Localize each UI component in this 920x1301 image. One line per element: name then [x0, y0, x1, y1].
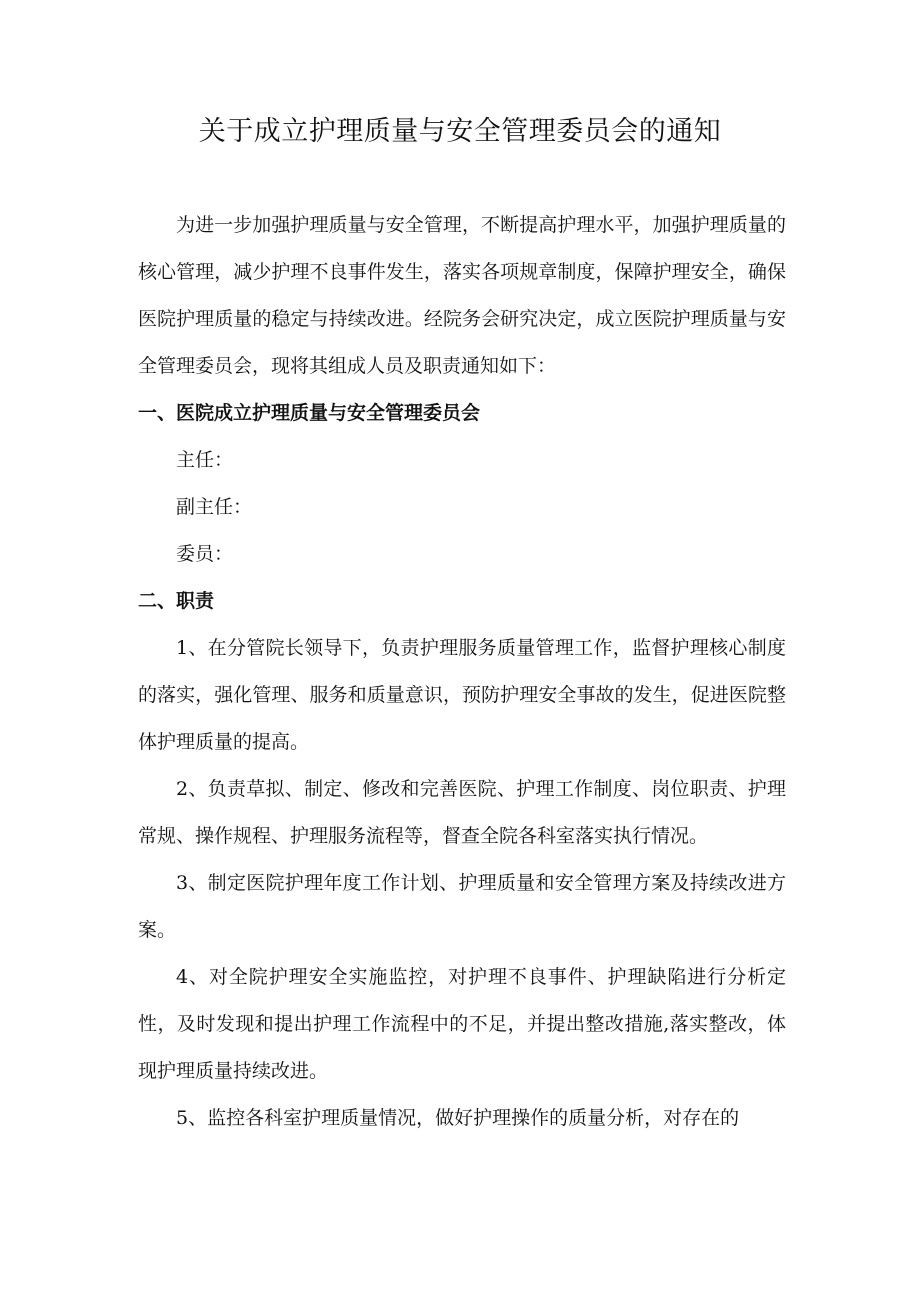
duty-item-4: 4、对全院护理安全实施监控，对护理不良事件、护理缺陷进行分析定性，及时发现和提出护理工作流程中的不足，并提出整改措施,落实整改，体现护理质量持续改进。	[138, 966, 786, 1082]
duty-item-1: 1、在分管院长领导下，负责护理服务质量管理工作，监督护理核心制度的落实，强化管理、服务和质量意识，预防护理安全事故的发生，促进医院整体护理质量的提高。	[138, 637, 786, 753]
document-body	[138, 202, 786, 1142]
section-heading-duties: 二、职责	[138, 590, 215, 612]
duty-item-2: 2、负责草拟、制定、修改和完善医院、护理工作制度、岗位职责、护理常规、操作规程、护理服务流程等，督查全院各科室落实执行情况。	[138, 778, 786, 847]
role-members: 委员：	[176, 543, 234, 565]
intro-paragraph: 为进一步加强护理质量与安全管理，不断提高护理水平，加强护理质量的核心管理，减少护理不良事件发生，落实各项规章制度，保障护理安全，确保医院护理质量的稳定与持续改进。经院务会研究决定，成立医院护理质量与安全管理委员会，现将其组成人员及职责通知如下：	[138, 214, 786, 377]
duty-item-5: 5、监控各科室护理质量情况，做好护理操作的质量分析，对存在的	[176, 1107, 740, 1129]
document-title: 关于成立护理质量与安全管理委员会的通知	[198, 116, 722, 147]
section-heading-committee: 一、医院成立护理质量与安全管理委员会	[138, 402, 481, 424]
role-director: 主任：	[176, 449, 234, 471]
duty-item-3: 3、制定医院护理年度工作计划、护理质量和安全管理方案及持续改进方案。	[138, 872, 786, 941]
role-deputy-director: 副主任：	[176, 496, 253, 518]
